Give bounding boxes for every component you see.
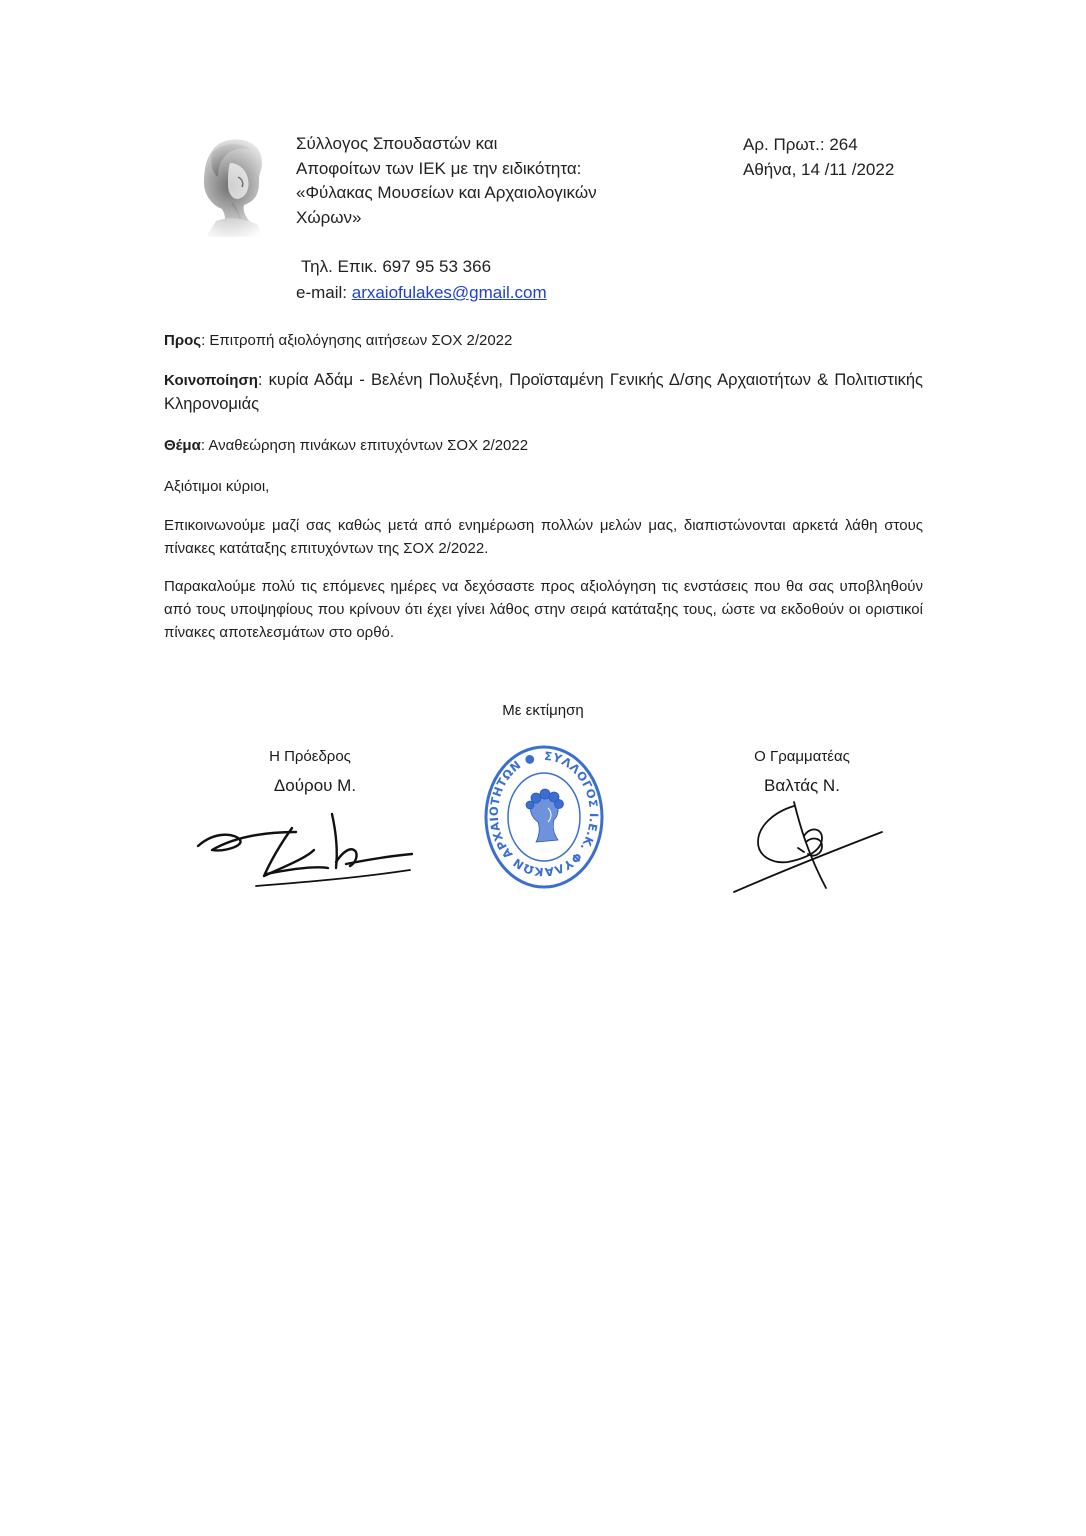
organization-name [296, 132, 597, 230]
recipient-line [164, 329, 923, 352]
phone-number: Τηλ. Επικ. 697 95 53 366 [301, 257, 492, 276]
secretary-signature-icon [730, 792, 890, 898]
email-line [296, 280, 547, 306]
letter-date: Αθήνα, 14 /11 /2022 [743, 160, 895, 179]
subject-label: Θέμα [164, 437, 201, 454]
contact-block [296, 254, 547, 306]
subject-text: : Αναθεώρηση πινάκων επιτυχόντων ΣΟΧ 2/2022 [200, 437, 529, 454]
reference-block [743, 132, 894, 182]
email-label: e-mail: [296, 283, 352, 302]
org-line-1: Σύλλογος Σπουδαστών και [296, 134, 498, 153]
cc-text: : κυρία Αδάμ - Βελένη Πολυξένη, Προϊσταμένη Γενικής Δ/σης Αρχαιοτήτων & Πολιτιστικής Κληρονομιάς [164, 371, 923, 413]
recipient-label: Προς [164, 332, 202, 349]
paragraph-2: Παρακαλούμε πολύ τις επόμενες ημέρες να δεχόσαστε προς αξιολόγηση τις ενστάσεις που θα σας υποβληθούν από τους υποψηφίους που κρίνουν ότι έχει γίνει λάθος στην σειρά κατάταξης τους, ώστε να εκδοθούν οι οριστικοί πίνακες αποτελεσμάτων στο ορθό. [164, 578, 923, 641]
paragraph-1: Επικοινωνούμε μαζί σας καθώς μετά από ενημέρωση πολλών μελών μας, διαπιστώνονται αρκετά λάθη στους πίνακες κατάταξης επιτυχόντων της ΣΟΧ 2/2022. [164, 517, 923, 557]
stamp-ring-text: ΣΥΛΛΟΓΟΣ Ι.Ε.Κ. ΦΥΛΑΚΩΝ ΑΡΧΑΙΟΤΗΤΩΝ ● [486, 748, 601, 880]
closing-phrase: Με εκτίμηση [502, 702, 584, 719]
president-title: Η Πρόεδρος [269, 748, 351, 765]
org-line-3: «Φύλακας Μουσείων και Αρχαιολογικών [296, 183, 597, 202]
greeting: Αξιότιμοι κύριοι, [164, 478, 270, 495]
email-link[interactable]: arxaiofulakes@gmail.com [351, 283, 547, 302]
president-signature-icon [196, 806, 416, 896]
protocol-number: Αρ. Πρωτ.: 264 [743, 135, 858, 154]
logo-classical-head-icon [182, 133, 278, 239]
org-line-4: Χώρων» [296, 207, 362, 227]
secretary-title: Ο Γραμματέας [754, 748, 850, 765]
secretary-name: Βαλτάς Ν. [764, 776, 840, 795]
org-line-2: Αποφοίτων των ΙΕΚ με την ειδικότητα: [296, 158, 582, 178]
subject-line [164, 434, 923, 457]
president-name: Δούρου Μ. [273, 776, 357, 795]
cc-label: Κοινοποίηση [164, 372, 258, 389]
cc-line [164, 368, 923, 416]
association-stamp-icon [482, 742, 606, 892]
recipient-text: : Επιτροπή αξιολόγησης αιτήσεων ΣΟΧ 2/2022 [201, 332, 513, 349]
